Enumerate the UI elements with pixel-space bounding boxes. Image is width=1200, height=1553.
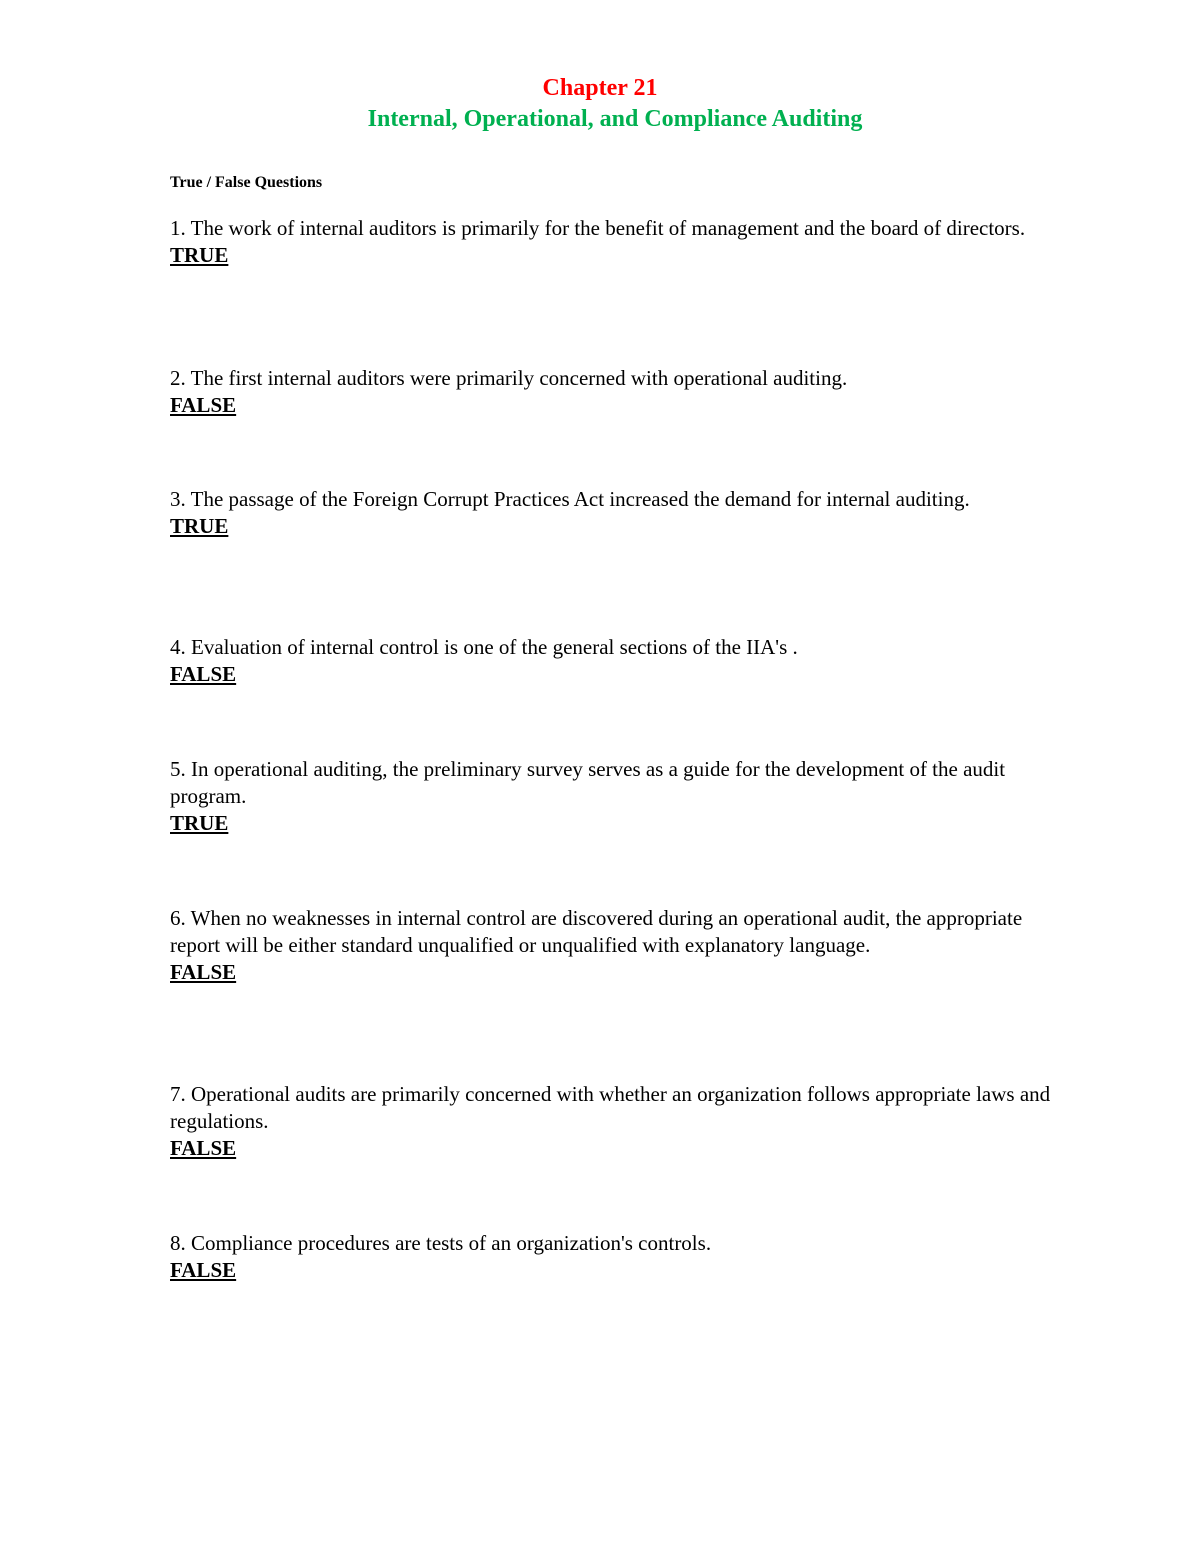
question-answer: FALSE [170,393,237,417]
question-item-4 [170,634,1070,688]
question-item-3 [170,486,1070,540]
question-answer: FALSE [170,1136,237,1160]
question-text: 1. The work of internal auditors is primarily for the benefit of management and the board of directors. [170,216,1026,240]
question-text: 7. Operational audits are primarily concerned with whether an organization follows appropriate laws and regulations. [170,1082,1051,1133]
question-answer: FALSE [170,960,237,984]
chapter-subtitle: Internal, Operational, and Compliance Auditing [367,106,863,132]
question-item-5 [170,756,1070,837]
question-item-7 [170,1081,1070,1162]
question-text: 3. The passage of the Foreign Corrupt Practices Act increased the demand for internal auditing. [170,487,970,511]
question-item-6 [170,905,1070,986]
question-text: 8. Compliance procedures are tests of an organization's controls. [170,1231,712,1255]
question-answer: FALSE [170,662,237,686]
question-text: 5. In operational auditing, the preliminary survey serves as a guide for the development of the audit program. [170,757,1006,808]
question-answer: TRUE [170,243,229,267]
question-answer: FALSE [170,1258,237,1282]
section-heading: True / False Questions [170,174,323,191]
question-text: 2. The first internal auditors were primarily concerned with operational auditing. [170,366,848,390]
question-answer: TRUE [170,514,229,538]
question-text: 6. When no weaknesses in internal control are discovered during an operational audit, the appropriate report will be either standard unqualified or unqualified with explanatory language. [170,906,1023,957]
question-item-8 [170,1230,1070,1284]
question-item-2 [170,365,1070,419]
question-text: 4. Evaluation of internal control is one of the general sections of the IIA's . [170,635,798,659]
question-answer: TRUE [170,811,229,835]
chapter-title: Chapter 21 [542,75,658,101]
question-item-1 [170,215,1070,269]
